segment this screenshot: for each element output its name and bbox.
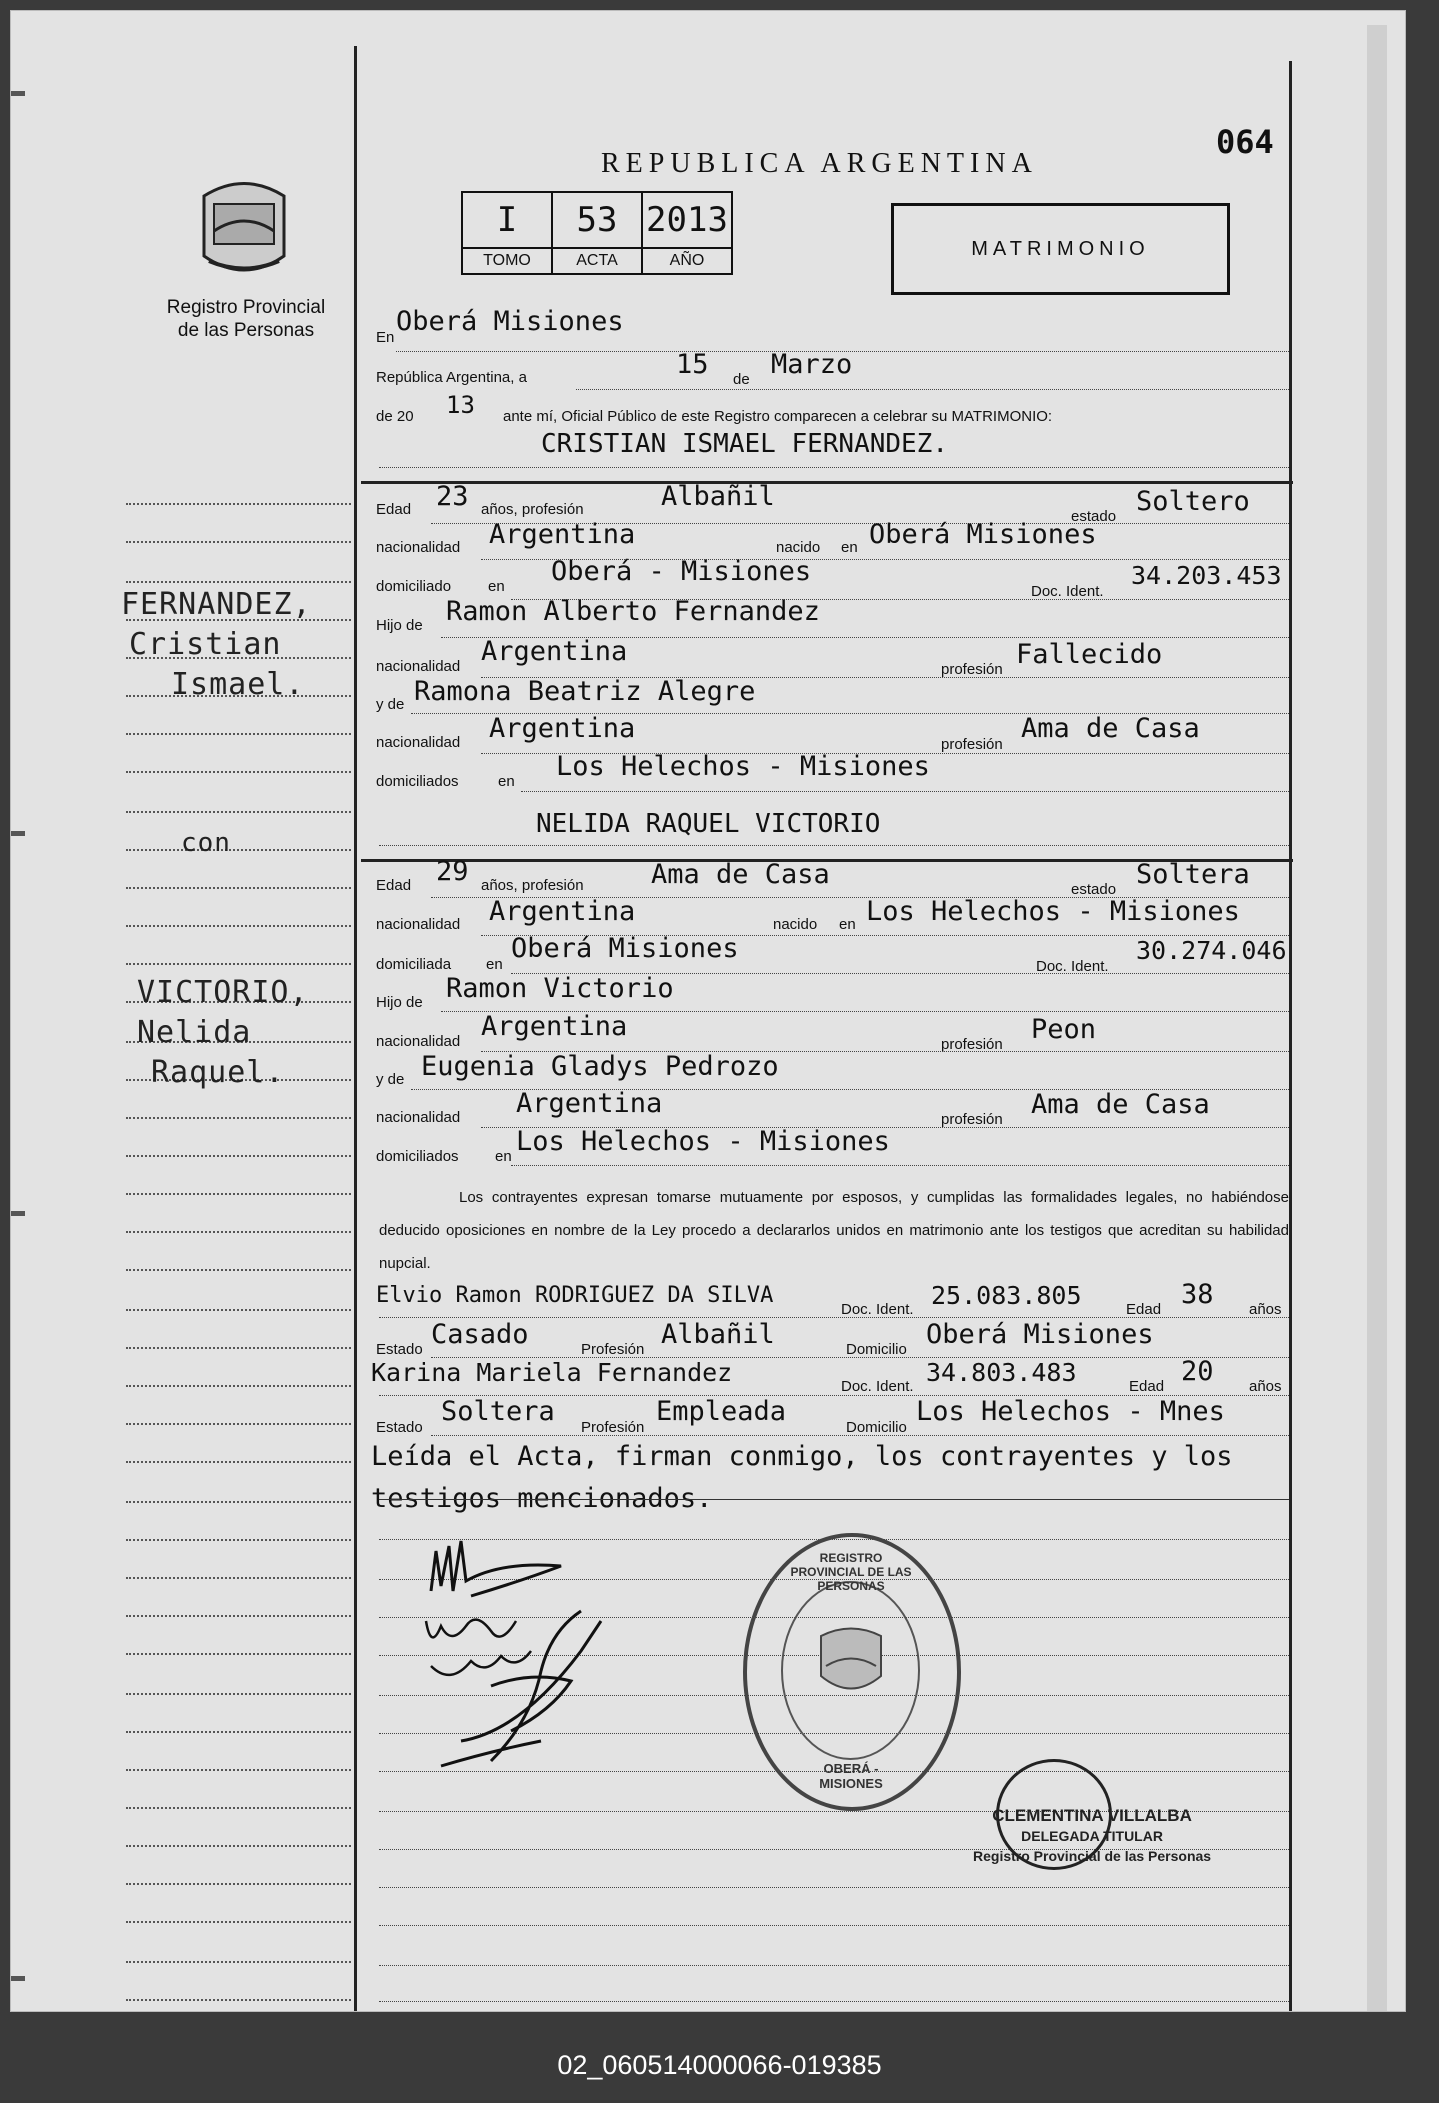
witness1-profesion: Albañil: [661, 1319, 775, 1350]
en-label-7: en: [495, 1148, 512, 1165]
estado-label: estado: [1071, 881, 1117, 898]
groom-padre-profesion: Fallecido: [1016, 639, 1163, 670]
bride-padres-domicilio: Los Helechos - Misiones: [516, 1126, 890, 1157]
nacionalidad-label: nacionalidad: [376, 1033, 461, 1050]
profesion-label: profesión: [941, 1036, 1003, 1053]
anios-profesion-label: años, profesión: [481, 877, 584, 894]
edad-label: Edad: [1126, 1301, 1162, 1318]
margin-groom-first: Cristian: [129, 627, 282, 662]
en-label-4: en: [498, 773, 515, 790]
year-value: 13: [446, 391, 475, 419]
republica-label: República Argentina, a: [376, 369, 527, 386]
edad-label: Edad: [376, 501, 412, 518]
bride-profesion: Ama de Casa: [651, 859, 830, 890]
estado-label: estado: [1071, 508, 1117, 525]
registry-name: Registro Provincial de las Personas: [166, 297, 326, 341]
binding-mark: [11, 91, 25, 96]
tomo-acta-table: [461, 191, 733, 275]
tomo-value: I: [462, 192, 552, 248]
doc-ident-label: Doc. Ident.: [1036, 958, 1109, 975]
bride-name: NELIDA RAQUEL VICTORIO: [536, 809, 881, 839]
bride-estado: Soltera: [1136, 859, 1250, 890]
hijo-de-label: Hijo de: [376, 617, 423, 634]
groom-profesion: Albañil: [661, 481, 775, 512]
witness1-edad: 38: [1181, 1279, 1214, 1310]
place-value: Oberá Misiones: [396, 306, 624, 337]
nacionalidad-label: nacionalidad: [376, 916, 461, 933]
nacido-label: nacido: [776, 539, 821, 556]
month-value: Marzo: [771, 349, 853, 380]
groom-name: CRISTIAN ISMAEL FERNANDEZ.: [541, 429, 948, 459]
right-border-line: [1289, 61, 1292, 2012]
hijo-de-label: Hijo de: [376, 994, 423, 1011]
margin-bride-first: Nelida: [137, 1015, 252, 1050]
en-label: En: [376, 329, 395, 346]
de-label: de: [733, 371, 750, 388]
bride-padre-profesion: Peon: [1031, 1014, 1097, 1045]
declaration-text: Los contrayentes expresan tomarse mutuamente por esposos, y cumplidas las formalidades legales, no habiéndose deducido oposiciones en nombre de la Ley procedo a declararlos unidos en matrimonio ante los testigos que acreditan su habilidad nupcial.: [379, 1189, 1289, 1272]
margin-con: con: [181, 828, 231, 858]
anio-label: AÑO: [642, 248, 732, 274]
groom-domicilio: Oberá - Misiones: [551, 556, 812, 587]
folio-number: 064: [1216, 123, 1274, 161]
estado-label: Estado: [376, 1419, 423, 1436]
act-type-box: MATRIMONIO: [891, 203, 1230, 295]
en-label-6: en: [486, 956, 503, 973]
witness2-edad: 20: [1181, 1356, 1214, 1387]
profesion-label: profesión: [941, 1111, 1003, 1128]
official-office: Registro Provincial de las Personas: [973, 1848, 1212, 1864]
en-label-3: en: [488, 578, 505, 595]
witness2-name: Karina Mariela Fernandez: [371, 1358, 733, 1387]
profesion-label: profesión: [941, 736, 1003, 753]
domiciliados-label: domiciliados: [376, 1148, 459, 1165]
nacionalidad-label: nacionalidad: [376, 734, 461, 751]
anios-label: años: [1249, 1301, 1282, 1318]
official-role: DELEGADA TITULAR: [1021, 1828, 1163, 1844]
nacionalidad-label: nacionalidad: [376, 1109, 461, 1126]
groom-padre-nacionalidad: Argentina: [481, 636, 628, 667]
bride-madre-profesion: Ama de Casa: [1031, 1089, 1210, 1120]
witness2-doc: 34.803.483: [926, 1358, 1077, 1387]
groom-edad: 23: [436, 481, 469, 512]
page-edge: [1367, 25, 1387, 2012]
stamp-city: OBERÁ - MISIONES: [819, 1761, 883, 1791]
witness1-name: Elvio Ramon RODRIGUEZ DA SILVA: [376, 1283, 774, 1308]
nacionalidad-label: nacionalidad: [376, 658, 461, 675]
statement-text: ante mí, Oficial Público de este Registro comparecen a celebrar su MATRIMONIO:: [503, 408, 1053, 425]
stamp-emblem-icon: [811, 1621, 891, 1701]
closing-text: Leída el Acta, firman conmigo, los contrayentes y los testigos mencionados.: [371, 1441, 1233, 1514]
anios-profesion-label: años, profesión: [481, 501, 584, 518]
stamp-ring-text: REGISTRO PROVINCIAL DE LAS PERSONAS: [790, 1551, 912, 1593]
provincial-seal-icon: [194, 176, 294, 281]
edad-label: Edad: [1129, 1378, 1165, 1395]
margin-bride-surname: VICTORIO,: [137, 975, 309, 1010]
day-value: 15: [676, 349, 709, 380]
country-title: REPUBLICA ARGENTINA: [601, 148, 1038, 179]
bride-nacido-en: Los Helechos - Misiones: [866, 896, 1240, 927]
bride-padre: Ramon Victorio: [446, 973, 674, 1004]
domiciliados-label: domiciliados: [376, 773, 459, 790]
bride-domicilio: Oberá Misiones: [511, 933, 739, 964]
witness2-domicilio: Los Helechos - Mnes: [916, 1396, 1225, 1427]
groom-madre-nacionalidad: Argentina: [489, 713, 636, 744]
de20-label: de 20: [376, 408, 414, 425]
doc-ident-label: Doc. Ident.: [841, 1378, 914, 1395]
official-block: [973, 1806, 1211, 1866]
groom-madre-profesion: Ama de Casa: [1021, 713, 1200, 744]
estado-label: Estado: [376, 1341, 423, 1358]
bride-doc: 30.274.046: [1136, 936, 1287, 965]
margin-groom-second: Ismael.: [171, 667, 305, 702]
edad-label: Edad: [376, 877, 412, 894]
witness1-doc: 25.083.805: [931, 1281, 1082, 1310]
groom-padre: Ramon Alberto Fernandez: [446, 596, 820, 627]
profesion-label: Profesión: [581, 1419, 645, 1436]
binding-mark: [11, 831, 25, 836]
scan-id: 02_060514000066-019385: [557, 2050, 882, 2080]
binding-mark: [11, 1976, 25, 1981]
nacionalidad-label: nacionalidad: [376, 539, 461, 556]
groom-estado: Soltero: [1136, 486, 1250, 517]
witness2-estado: Soltera: [441, 1396, 555, 1427]
domiciliada-label: domiciliada: [376, 956, 452, 973]
binding-mark: [11, 1211, 25, 1216]
domicilio-label: Domicilio: [846, 1341, 907, 1358]
bride-nacionalidad: Argentina: [489, 896, 636, 927]
acta-value: 53: [552, 192, 642, 248]
groom-padres-domicilio: Los Helechos - Misiones: [556, 751, 930, 782]
domicilio-label: Domicilio: [846, 1419, 907, 1436]
doc-ident-label: Doc. Ident.: [841, 1301, 914, 1318]
en-label-2: en: [841, 539, 858, 556]
anios-label: años: [1249, 1378, 1282, 1395]
en-label-5: en: [839, 916, 856, 933]
margin-groom-surname: FERNANDEZ,: [121, 587, 312, 622]
witness1-domicilio: Oberá Misiones: [926, 1319, 1154, 1350]
bride-madre: Eugenia Gladys Pedrozo: [421, 1051, 779, 1082]
bride-madre-nacionalidad: Argentina: [516, 1088, 663, 1119]
witness2-profesion: Empleada: [656, 1396, 787, 1427]
acta-label: ACTA: [552, 248, 642, 274]
groom-madre: Ramona Beatriz Alegre: [414, 676, 756, 707]
witness1-estado: Casado: [431, 1319, 529, 1350]
profesion-label: profesión: [941, 661, 1003, 678]
tomo-label: TOMO: [462, 248, 552, 274]
groom-nacionalidad: Argentina: [489, 519, 636, 550]
bride-padre-nacionalidad: Argentina: [481, 1011, 628, 1042]
y-de-label: y de: [376, 1071, 405, 1088]
profesion-label: Profesión: [581, 1341, 645, 1358]
domiciliado-label: domiciliado: [376, 578, 452, 595]
doc-ident-label: Doc. Ident.: [1031, 583, 1104, 600]
y-de-label: y de: [376, 696, 405, 713]
document-page: [10, 10, 1406, 2012]
anio-value: 2013: [642, 192, 732, 248]
nacido-label: nacido: [773, 916, 818, 933]
margin-bride-second: Raquel.: [151, 1055, 285, 1090]
official-name: CLEMENTINA VILLALBA: [992, 1806, 1192, 1825]
groom-nacido-en: Oberá Misiones: [869, 519, 1097, 550]
signature-witnesses: [431, 1591, 651, 1781]
bride-edad: 29: [436, 856, 469, 887]
groom-doc: 34.203.453: [1131, 561, 1282, 590]
